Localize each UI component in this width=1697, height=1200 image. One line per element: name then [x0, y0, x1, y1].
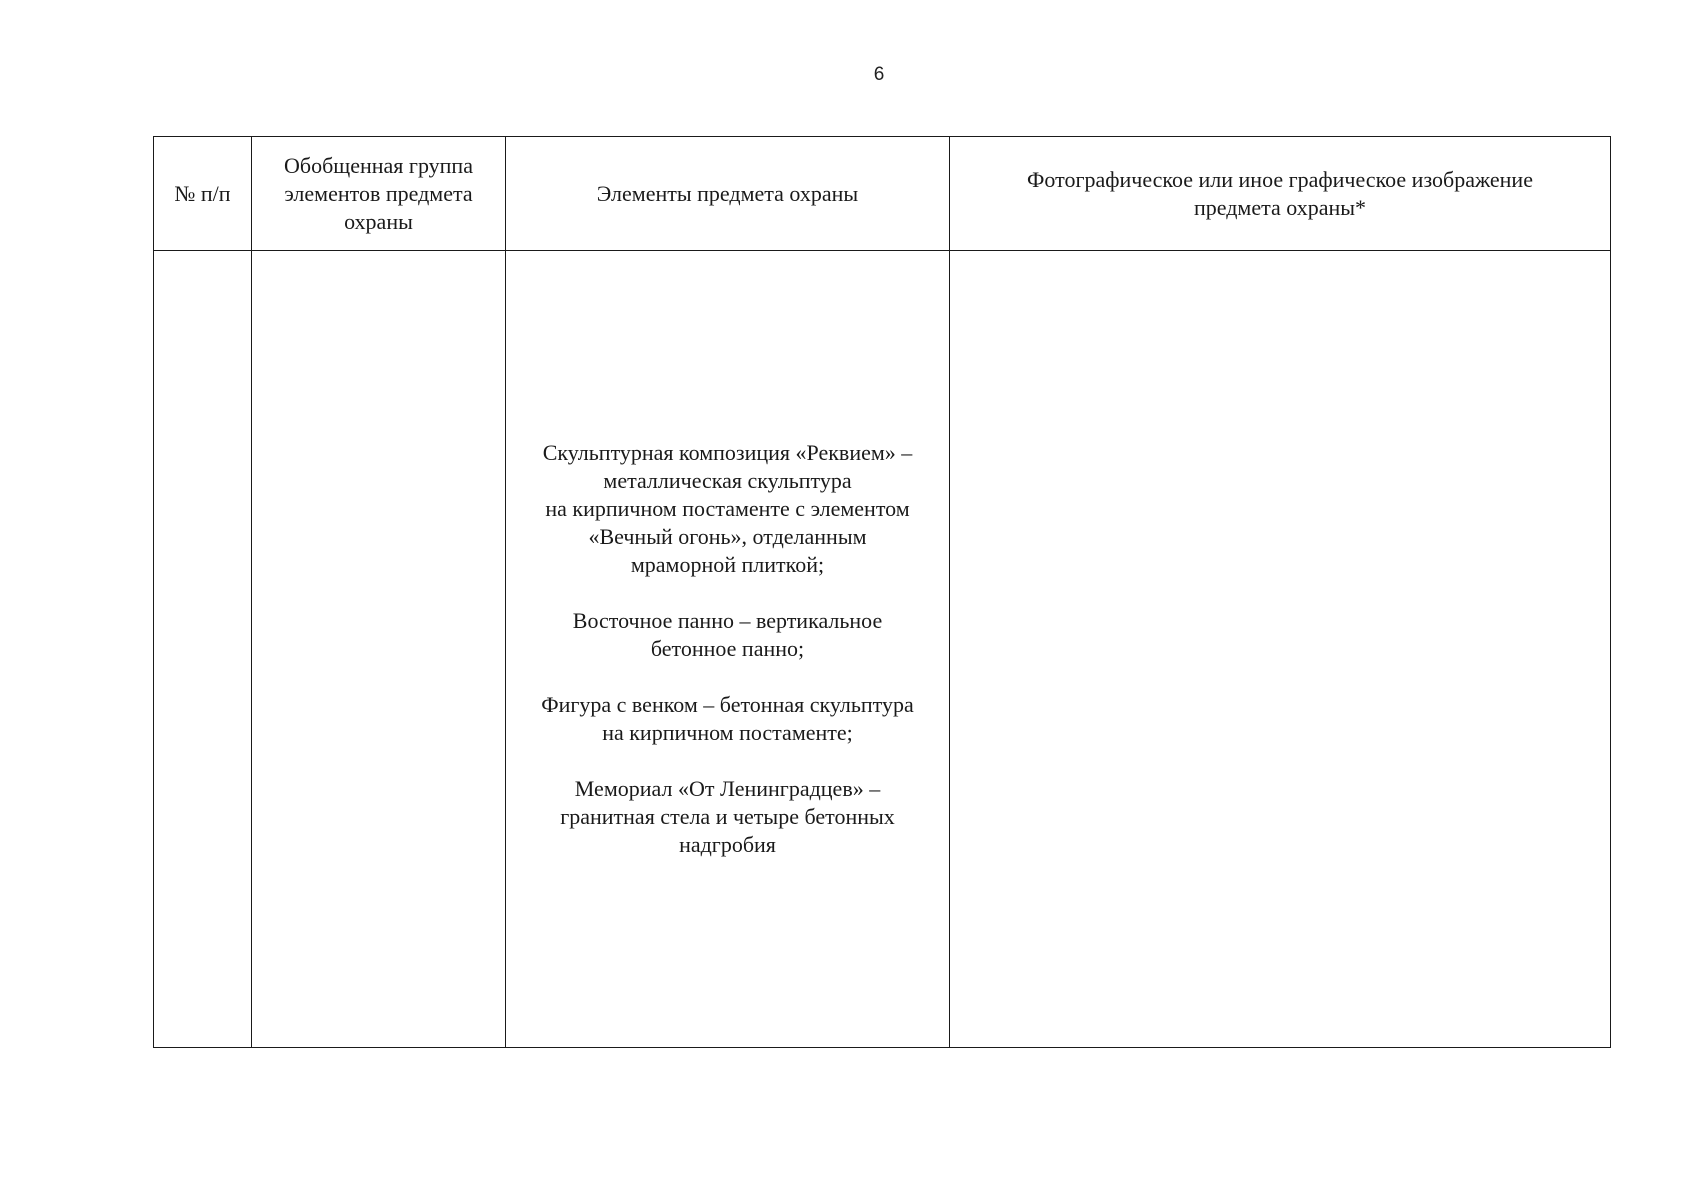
header-number [154, 137, 252, 251]
cell-image [950, 251, 1611, 1048]
header-group [252, 137, 506, 251]
header-elements-label: Элементы предмета охраны [596, 180, 859, 206]
protection-elements-table [153, 136, 1611, 1048]
header-image [950, 137, 1611, 251]
cell-elements [506, 251, 950, 1048]
element-east-panel: Восточное панно – вертикальное бетонное панно; [572, 608, 883, 661]
element-requiem: Скульптурная композиция «Реквием» – металлическая скульптура на кирпичном постаменте с элементом «Вечный огонь», отделанным мраморной плиткой; [542, 440, 913, 577]
header-number-label: № п/п [174, 180, 231, 206]
header-elements [506, 137, 950, 251]
page-number: 6 [873, 64, 885, 85]
element-wreath-figure: Фигура с венком – бетонная скульптура на кирпичном постаменте; [541, 692, 914, 745]
cell-group [252, 251, 506, 1048]
header-group-label: Обобщенная группа элементов предмета охраны [284, 152, 473, 234]
element-memorial: Мемориал «От Ленинградцев» – гранитная стела и четыре бетонных надгробия [560, 776, 895, 857]
table-row [154, 251, 1611, 1048]
cell-number [154, 251, 252, 1048]
table-header-row [154, 137, 1611, 251]
header-image-label: Фотографическое или иное графическое изображение предмета охраны* [1027, 166, 1533, 220]
